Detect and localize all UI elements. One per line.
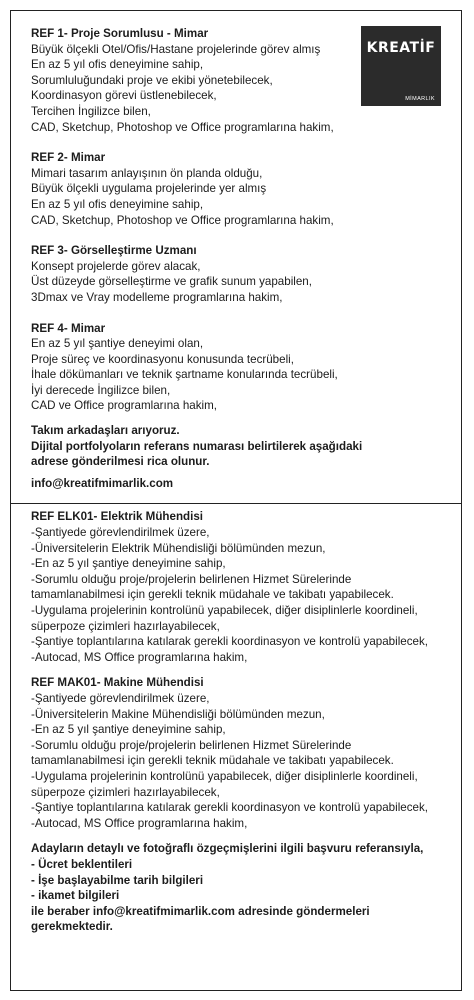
ref4-line: En az 5 yıl şantiye deneyimi olan, [31, 337, 204, 351]
mak01-line: -Uygulama projelerinin kontrolünü yapabilecek, diğer disiplinlerle koordineli, [31, 769, 418, 783]
elk01-line: -En az 5 yıl şantiye deneyimine sahip, [31, 557, 226, 571]
elk01-line: -Şantiyede görevlendirilmek üzere, [31, 526, 210, 540]
instruction-line: - İşe başlayabilme tarih bilgileri [31, 873, 204, 887]
ref4-line: İyi derecede İngilizce bilen, [31, 383, 171, 397]
ref1-title: REF 1- Proje Sorumlusu - Mimar [31, 27, 209, 40]
application-instructions [31, 841, 456, 935]
ref1-line: CAD, Sketchup, Photoshop ve Office programlarına hakim, [31, 120, 334, 134]
elk01-line: -Şantiye toplantılarına katılarak gerekli koordinasyon ve kontrolü yapabilecek, [31, 635, 428, 649]
ref1-line: Büyük ölçekli Otel/Ofis/Hastane projelerinde görev almış [31, 42, 321, 56]
elk01-line: -Üniversitelerin Elektrik Mühendisliği bölümünden mezun, [31, 541, 326, 555]
ref1-section [31, 26, 456, 135]
mak01-line: tamamlanabilmesi için gerekli teknik müdahale ve takibatı yapabilecek. [31, 754, 394, 768]
elk01-line: -Autocad, MS Office programlarına hakim, [31, 650, 248, 664]
application-note [31, 423, 456, 470]
ref3-title: REF 3- Görselleştirme Uzmanı [31, 244, 197, 258]
mak01-line: -Autocad, MS Office programlarına hakim, [31, 816, 248, 830]
ref4-section [31, 321, 456, 415]
ref2-section [31, 150, 456, 228]
instruction-line: ile beraber info@kreatifmimarlik.com adresinde göndermeleri [31, 904, 370, 918]
logo-subtitle: MİMARLIK [405, 96, 435, 102]
mak01-line: -Sorumlu olduğu proje/projelerin belirlenen Hizmet Sürelerinde [31, 738, 352, 752]
instruction-line: Adayların detaylı ve fotoğraflı özgeçmişlerini ilgili başvuru referansıyla, [31, 842, 424, 856]
mak01-section [31, 675, 456, 831]
mak01-line: -En az 5 yıl şantiye deneyimine sahip, [31, 723, 226, 737]
ref4-line: İhale dökümanları ve teknik şartname konularında tecrübeli, [31, 368, 338, 382]
logo-name: KREATİF [366, 40, 436, 56]
email-link[interactable]: info@kreatifmimarlik.com [31, 476, 174, 490]
job-listing [31, 26, 456, 935]
instruction-line: gerekmektedir. [31, 920, 113, 934]
ref1-line: Sorumluluğundaki proje ve ekibi yönetebilecek, [31, 73, 273, 87]
contact-email[interactable] [31, 476, 456, 492]
ref2-line: CAD, Sketchup, Photoshop ve Office programlarına hakim, [31, 213, 334, 227]
elk01-line: süperpoze çizimleri hazırlayabilecek, [31, 619, 220, 633]
ref2-line: En az 5 yıl ofis deneyimine sahip, [31, 197, 204, 211]
elk01-line: -Sorumlu olduğu proje/projelerin belirlenen Hizmet Sürelerinde [31, 572, 352, 586]
elk01-line: -Uygulama projelerinin kontrolünü yapabilecek, diğer disiplinlerle koordineli, [31, 604, 418, 617]
instruction-line: - Ücret beklentileri [31, 857, 133, 871]
mak01-line: -Şantiye toplantılarına katılarak gerekli koordinasyon ve kontrolü yapabilecek, [31, 801, 428, 815]
mak01-line: süperpoze çizimleri hazırlayabilecek, [31, 785, 220, 799]
instruction-line: - ikamet bilgileri [31, 889, 120, 903]
elk01-line: tamamlanabilmesi için gerekli teknik müdahale ve takibatı yapabilecek. [31, 588, 394, 602]
ref3-line: Üst düzeyde görselleştirme ve grafik sunum yapabilen, [31, 275, 312, 289]
mak01-title: REF MAK01- Makine Mühendisi [31, 676, 204, 690]
ref3-line: Konsept projelerde görev alacak, [31, 259, 201, 273]
ref1-line: Tercihen İngilizce bilen, [31, 104, 151, 118]
ref4-line: Proje süreç ve koordinasyonu konusunda tecrübeli, [31, 352, 294, 366]
ref4-title: REF 4- Mimar [31, 321, 106, 335]
ref2-line: Mimari tasarım anlayışının ön planda olduğu, [31, 166, 263, 180]
ref3-line: 3Dmax ve Vray modelleme programlarına hakim, [31, 290, 283, 304]
ref4-line: CAD ve Office programlarına hakim, [31, 399, 217, 413]
ref2-line: Büyük ölçekli uygulama projelerinde yer almış [31, 182, 267, 196]
mak01-line: -Şantiyede görevlendirilmek üzere, [31, 691, 210, 705]
closing-line: adrese gönderilmesi rica olunur. [31, 455, 210, 469]
closing-line: Takım arkadaşları arıyoruz. [31, 424, 180, 438]
ref3-section [31, 243, 456, 305]
ref1-line: Koordinasyon görevi üstlenebilecek, [31, 89, 217, 103]
elk01-section [31, 509, 456, 665]
closing-line: Dijital portfolyoların referans numarası belirtilerek aşağıdaki [31, 439, 363, 453]
elk01-title: REF ELK01- Elektrik Mühendisi [31, 510, 204, 524]
mak01-line: -Üniversitelerin Makine Mühendisliği bölümünden mezun, [31, 707, 325, 721]
ref2-title: REF 2- Mimar [31, 151, 106, 165]
ref1-line: En az 5 yıl ofis deneyimine sahip, [31, 58, 204, 72]
